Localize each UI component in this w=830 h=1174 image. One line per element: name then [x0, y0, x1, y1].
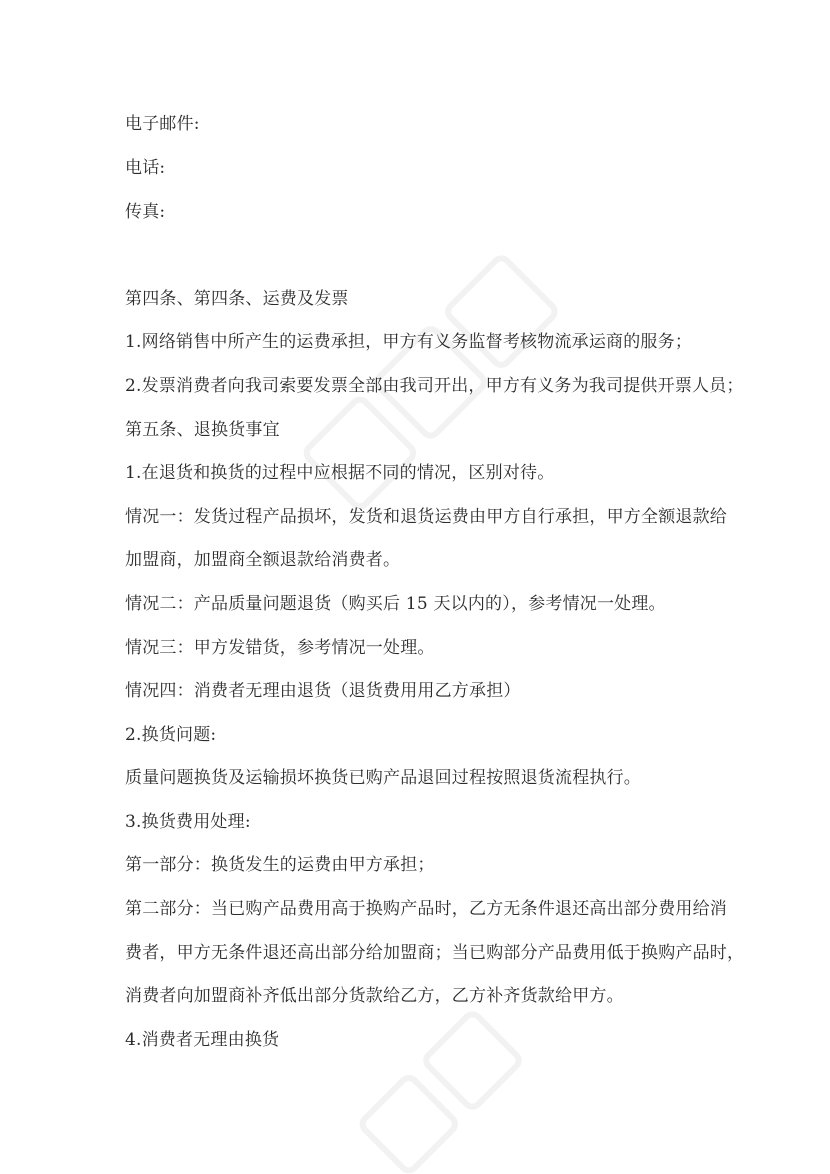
- email-label: 电子邮件:: [125, 114, 200, 134]
- exchange-issue-heading: 2.换货问题:: [125, 725, 217, 745]
- case-1-line-1: 情况一：发货过程产品损坏，发货和退货运费由甲方自行承担，甲方全额退款给: [125, 507, 727, 527]
- article-5-item-1: 1.在退货和换货的过程中应根据不同的情况，区别对待。: [125, 463, 555, 483]
- exchange-cost-part-1: 第一部分：换货发生的运费由甲方承担；: [125, 855, 435, 875]
- case-1-line-2: 加盟商，加盟商全额退款给消费者。: [125, 550, 401, 570]
- exchange-cost-part-2-line-1: 第二部分：当已购产品费用高于换购产品时，乙方无条件退还高出部分费用给消: [125, 899, 727, 919]
- exchange-cost-heading: 3.换货费用处理:: [125, 812, 251, 832]
- article-4-item-2: 2.发票消费者向我司索要发票全部由我司开出，甲方有义务为我司提供开票人员；: [125, 376, 744, 396]
- case-4: 情况四：消费者无理由退货（退货费用用乙方承担）: [125, 681, 521, 701]
- case-2: 情况二：产品质量问题退货（购买后 15 天以内的），参考情况一处理。: [125, 594, 666, 614]
- article-4-heading: 第四条、第四条、运费及发票: [125, 289, 349, 309]
- exchange-cost-part-2-line-2: 费者，甲方无条件退还高出部分给加盟商；当已购部分产品费用低于换购产品时，: [125, 943, 745, 963]
- case-3: 情况三：甲方发错货，参考情况一处理。: [125, 638, 435, 658]
- exchange-issue-text: 质量问题换货及运输损坏换货已购产品退回过程按照退货流程执行。: [125, 768, 641, 788]
- fax-label: 传真:: [125, 202, 166, 222]
- article-5-heading: 第五条、退换货事宜: [125, 420, 280, 440]
- exchange-cost-part-2-line-3: 消费者向加盟商补齐低出部分货款给乙方，乙方补齐货款给甲方。: [125, 986, 624, 1006]
- article-4-item-1: 1.网络销售中所产生的运费承担，甲方有义务监督考核物流承运商的服务；: [125, 332, 693, 352]
- phone-label: 电话:: [125, 158, 166, 178]
- no-reason-exchange-heading: 4.消费者无理由换货: [125, 1030, 280, 1050]
